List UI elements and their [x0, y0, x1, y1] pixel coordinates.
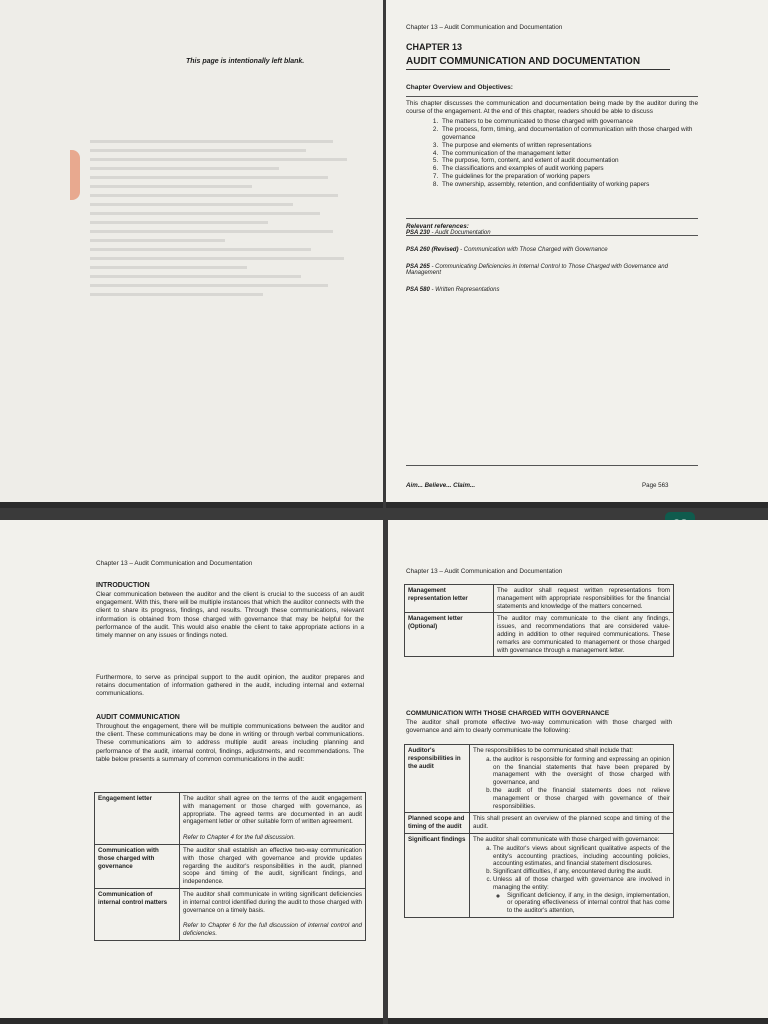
row-label: Communication with those charged with governance	[95, 844, 180, 888]
communications-table	[94, 792, 366, 941]
objective-item: 5. The purpose, form, content, and extent of audit documentation	[440, 157, 698, 165]
introduction-paragraph: Furthermore, to serve as principal support to the audit opinion, the auditor prepares and retains documentation of information gathered in the audit, including internal and external communications.	[96, 674, 364, 698]
overview-label: Chapter Overview and Objectives:	[406, 84, 514, 91]
tcwg-heading: COMMUNICATION WITH THOSE CHARGED WITH GOVERNANCE	[406, 710, 610, 717]
table-row	[405, 833, 674, 917]
objective-item: 8. The ownership, assembly, retention, and confidentiality of working papers	[440, 181, 698, 189]
objectives-box	[406, 96, 698, 236]
references-box	[406, 218, 698, 466]
running-head: Chapter 13 – Audit Communication and Documentation	[96, 560, 253, 567]
row-text: The auditor shall request written representations from management with appropriate responsibilities for the financial statements and knowledge of the matters concerned.	[494, 585, 674, 613]
row-label: Planned scope and timing of the audit	[405, 813, 470, 834]
table-row	[405, 585, 674, 613]
overview-intro: This chapter discusses the communication and documentation being made by the auditor during the course of the engagement. At the end of this chapter, readers should be able to discuss	[406, 100, 698, 116]
page-tab-marker	[70, 150, 80, 200]
references-label: Relevant references:	[406, 223, 469, 230]
governance-page	[388, 520, 768, 1024]
row-text: The auditor shall establish an effective two-way communication with those charged with governance and provide updates regarding the auditor's responsibilities in the audit, planned scope and timing of the audit, significant findings, and independence.	[180, 844, 366, 888]
chapter-number: CHAPTER 13	[406, 42, 463, 52]
row-label: Significant findings	[405, 833, 470, 917]
row-text: The auditor shall communicate with those charged with governance: a. The auditor's views about significant qualitative aspects of the entity's accounting practices, including accounting policies, accounting estimates, and financial statement disclosures. b. Significant difficulties, if any, encountered during the audit. c. Unless all of those charged with governance are involved in managing the entity: ◦ Significant deficiency, if any, in the design, implementation, or operating effectiveness of internal control that has come to the auditor's attention,	[470, 833, 674, 917]
row-text: The auditor shall agree on the terms of the audit engagement with management or those charged with governance, as appropriate. The agreed terms are documented in an audit engagement letter or other suitable form of written agreement. Refer to Chapter 4 for the full discussion.	[180, 793, 366, 845]
reference-item: PSA 230 - Audit Documentation	[406, 230, 491, 236]
introduction-heading: INTRODUCTION	[96, 582, 150, 589]
objectives-list	[406, 118, 698, 188]
row-label: Management representation letter	[405, 585, 494, 613]
blank-page-note: This page is intentionally left blank.	[186, 58, 305, 65]
row-label: Communication of internal control matters	[95, 888, 180, 940]
audit-communication-heading: AUDIT COMMUNICATION	[96, 714, 180, 721]
objective-item: 2. The process, form, timing, and documentation of communication with those charged with governance	[440, 126, 698, 142]
footer-motto: Aim... Believe... Claim...	[406, 482, 476, 489]
objective-item: 3. The purpose and elements of written representations	[440, 142, 698, 150]
introduction-page	[0, 520, 383, 1024]
row-text: The auditor may communicate to the client any findings, issues, and recommendations that are considered value-adding in addition to other required communications. These remarks are communicated to management or those charged with governance through a management letter.	[494, 613, 674, 657]
page-edge	[0, 1018, 383, 1024]
bleed-through-text	[90, 140, 360, 390]
reference-item: PSA 580 - Written Representations	[406, 287, 500, 293]
row-label: Management letter (Optional)	[405, 613, 494, 657]
running-head: Chapter 13 – Audit Communication and Documentation	[406, 568, 563, 575]
tcwg-matters-table	[404, 744, 674, 918]
table-row	[405, 613, 674, 657]
objective-item: 6. The classifications and examples of audit working papers	[440, 165, 698, 173]
table-row	[95, 888, 366, 940]
introduction-paragraph: Clear communication between the auditor and the client is crucial to the success of an audit engagement. With this, there will be multiple instances that which the auditor connects with the client to share its progress, findings, and results. Through these communications, relevant information is obtained from those charged with governance that may be helpful for the performance of the audit. This would also enable the client to take appropriate actions in a timely manner on any issues or findings noted.	[96, 591, 364, 640]
page-edge	[388, 1018, 768, 1024]
reference-item: PSA 265 - Communicating Deficiencies in Internal Control to Those Charged with Governance and Management	[406, 264, 668, 276]
table-row	[405, 813, 674, 834]
reference-item: PSA 260 (Revised) - Communication with Those Charged with Governance	[406, 247, 608, 253]
chapter-title: AUDIT COMMUNICATION AND DOCUMENTATION	[406, 56, 670, 70]
page-number: Page 563	[642, 482, 669, 489]
page-edge	[0, 502, 383, 508]
objective-item: 7. The guidelines for the preparation of working papers	[440, 173, 698, 181]
objective-item: 4. The communication of the management letter	[440, 150, 698, 158]
table-row	[95, 844, 366, 888]
page-edge	[386, 502, 768, 508]
row-label: Auditor's responsibilities in the audit	[405, 745, 470, 813]
blank-page	[0, 0, 383, 508]
tcwg-paragraph: The auditor shall promote effective two-way communication with those charged with governance and aim to clearly communicate the following:	[406, 719, 672, 735]
table-row	[405, 745, 674, 813]
objective-item: 1. The matters to be communicated to those charged with governance	[440, 118, 698, 126]
chapter-opener-page	[386, 0, 768, 508]
communications-table-continued	[404, 584, 674, 657]
running-head: Chapter 13 – Audit Communication and Documentation	[406, 24, 563, 31]
row-text: The auditor shall communicate in writing significant deficiencies in internal control identified during the audit to those charged with governance on a timely basis. Refer to Chapter 6 for the full discussion of internal control and deficiencies.	[180, 888, 366, 940]
row-label: Engagement letter	[95, 793, 180, 845]
table-row	[95, 793, 366, 845]
row-text: This shall present an overview of the planned scope and timing of the audit.	[470, 813, 674, 834]
row-text: The responsibilities to be communicated shall include that: a. the auditor is responsible for forming and expressing an opinion on the financial statements that have been prepared by management with the oversight of those charged with governance, and b. the audit of the financial statements does not relieve management or those charged with governance of their responsibilities.	[470, 745, 674, 813]
audit-communication-paragraph: Throughout the engagement, there will be multiple communications between the auditor and the client. These communications may be done in writing or through verbal communications. These communications aim to address multiple audit areas including planning and performance of the audit, internal control, findings, adjustments, and recommendations. The table below presents a summary of common communications in the audit:	[96, 723, 364, 763]
